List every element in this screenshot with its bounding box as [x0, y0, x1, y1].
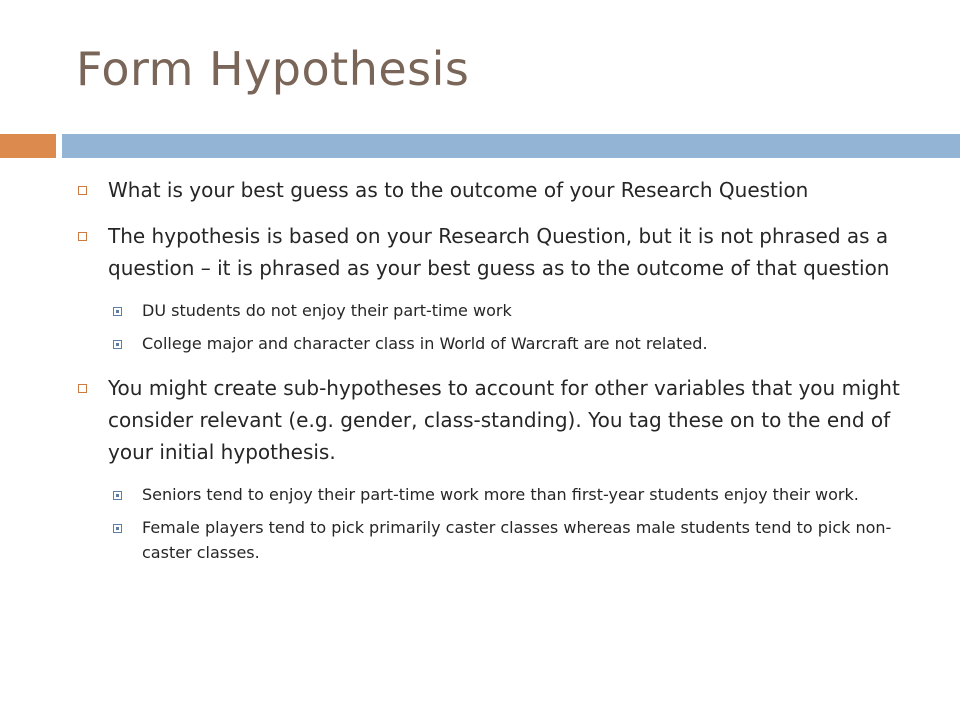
sub-bullet-item — [70, 482, 930, 507]
sub-bullet-text: College major and character class in World of Warcraft are not related. — [142, 334, 708, 353]
slide-content — [70, 174, 930, 573]
square-bullet-icon — [78, 384, 87, 393]
bullet-item — [70, 174, 930, 206]
filled-square-bullet-icon — [113, 524, 122, 533]
filled-square-bullet-icon — [113, 340, 122, 349]
bullet-item — [70, 220, 930, 284]
sub-bullet-item — [70, 515, 930, 565]
bullet-text: The hypothesis is based on your Research Question, but it is not phrased as a question – it is phrased as your best guess as to the outcome of that question — [108, 224, 890, 280]
accent-bar-blue — [62, 134, 960, 158]
filled-square-bullet-icon — [113, 307, 122, 316]
bullet-text: You might create sub-hypotheses to account for other variables that you might consider relevant (e.g. gender, class-standing). You tag these on to the end of your initial hypothesis. — [108, 376, 900, 464]
bullet-item — [70, 372, 930, 468]
accent-bar-orange — [0, 134, 56, 158]
sub-bullet-text: DU students do not enjoy their part-time work — [142, 301, 512, 320]
sub-bullet-text: Female players tend to pick primarily caster classes whereas male students tend to pick non-caster classes. — [142, 518, 892, 562]
sub-bullet-item — [70, 298, 930, 323]
sub-bullet-item — [70, 331, 930, 356]
sub-bullet-text: Seniors tend to enjoy their part-time work more than first-year students enjoy their work. — [142, 485, 859, 504]
square-bullet-icon — [78, 186, 87, 195]
square-bullet-icon — [78, 232, 87, 241]
slide-title: Form Hypothesis — [76, 42, 470, 96]
bullet-text: What is your best guess as to the outcome of your Research Question — [108, 178, 809, 202]
filled-square-bullet-icon — [113, 491, 122, 500]
